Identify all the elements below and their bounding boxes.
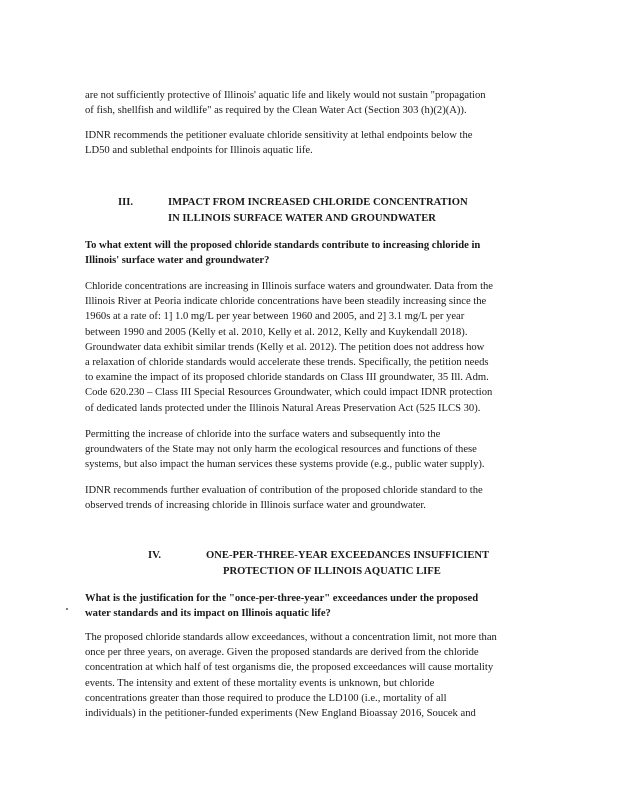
section-4-number: IV. bbox=[148, 550, 162, 561]
section-4-heading bbox=[148, 548, 608, 580]
intro-paragraph bbox=[85, 88, 525, 118]
text-line: The proposed chloride standards allow exceedances, without a concentration limit, not more than bbox=[85, 632, 497, 643]
text-line: 1960s at a rate of: 1] 1.0 mg/L per year between 1960 and 2005, and 2] 3.1 mg/L per year bbox=[85, 311, 465, 323]
text-line: once per three years, on average. Given the proposed standards are derived from the chloride bbox=[85, 647, 479, 659]
text-line: Chloride concentrations are increasing in Illinois surface waters and groundwater. Data from the bbox=[85, 281, 494, 292]
section-3-paragraph-3 bbox=[85, 483, 525, 513]
text-line: concentrations greater than those required to produce the LD100 (i.e., mortality of all bbox=[85, 692, 447, 704]
text-line: to examine the impact of its proposed chloride standards on Class III groundwater, 35 Ill. Adm. bbox=[85, 372, 489, 384]
text-line: To what extent will the proposed chloride standards contribute to increasing chloride in bbox=[85, 240, 481, 251]
recommendation-paragraph-1 bbox=[85, 128, 525, 158]
text-line: IDNR recommends further evaluation of contribution of the proposed chloride standard to the bbox=[85, 485, 483, 496]
text-line: Code 620.230 – Class III Special Resources Groundwater, which could impact IDNR protection bbox=[85, 387, 493, 399]
section-3-number: III. bbox=[118, 197, 134, 208]
text-line: observed trends of increasing chloride in Illinois surface water and groundwater. bbox=[85, 500, 426, 512]
section-3-title-line-1: IMPACT FROM INCREASED CHLORIDE CONCENTRATION bbox=[168, 197, 468, 208]
text-line: Groundwater data exhibit similar trends (Kelly et al. 2012). The petition does not address how bbox=[85, 341, 485, 353]
text-line: individuals) in the petitioner-funded experiments (New England Bioassay 2016, Soucek and bbox=[85, 708, 476, 720]
text-line: Permitting the increase of chloride into the surface waters and subsequently into the bbox=[85, 429, 441, 440]
scan-speck bbox=[66, 608, 68, 610]
section-4-title-line-2: PROTECTION OF ILLINOIS AQUATIC LIFE bbox=[223, 566, 441, 577]
section-3-heading bbox=[118, 195, 578, 227]
text-line: systems, but also impact the human services these systems provide (e.g., public water supply). bbox=[85, 459, 485, 471]
text-line: are not sufficiently protective of Illinois' aquatic life and likely would not sustain "propagation bbox=[85, 90, 486, 101]
text-line: LD50 and sublethal endpoints for Illinois aquatic life. bbox=[85, 145, 313, 157]
text-line: Illinois' surface water and groundwater? bbox=[85, 255, 270, 267]
text-line: events. The intensity and extent of these mortality events is unknown, but chloride bbox=[85, 677, 435, 689]
text-line: IDNR recommends the petitioner evaluate chloride sensitivity at lethal endpoints below the bbox=[85, 130, 473, 141]
text-line: What is the justification for the "once-per-three-year" exceedances under the proposed bbox=[85, 593, 479, 604]
text-line: between 1990 and 2005 (Kelly et al. 2010, Kelly et al. 2012, Kelly and Kuykendall 2018). bbox=[85, 326, 468, 338]
section-3-paragraph-2 bbox=[85, 427, 525, 473]
section-3-title-line-2: IN ILLINOIS SURFACE WATER AND GROUNDWATER bbox=[168, 213, 436, 224]
text-line: of dedicated lands protected under the Illinois Natural Areas Preservation Act (525 ILCS 30). bbox=[85, 402, 481, 414]
text-line: of fish, shellfish and wildlife" as required by the Clean Water Act (Section 303 (h)(2)(A)). bbox=[85, 105, 467, 117]
text-line: Illinois River at Peoria indicate chloride concentrations have been steadily increasing since the bbox=[85, 296, 487, 308]
text-line: concentration at which half of test organisms die, the proposed exceedances will cause mortality bbox=[85, 662, 494, 674]
text-line: a relaxation of chloride standards would accelerate these trends. Specifically, the petition needs bbox=[85, 357, 489, 369]
text-line: groundwaters of the State may not only harm the ecological resources and functions of these bbox=[85, 444, 477, 456]
section-4-paragraph-1 bbox=[85, 630, 525, 721]
text-line: water standards and its impact on Illinois aquatic life? bbox=[85, 608, 331, 620]
section-3-paragraph-1 bbox=[85, 279, 525, 416]
section-4-title-line-1: ONE-PER-THREE-YEAR EXCEEDANCES INSUFFICIENT bbox=[206, 550, 490, 561]
section-3-question bbox=[85, 238, 525, 268]
section-4-question bbox=[85, 591, 525, 621]
